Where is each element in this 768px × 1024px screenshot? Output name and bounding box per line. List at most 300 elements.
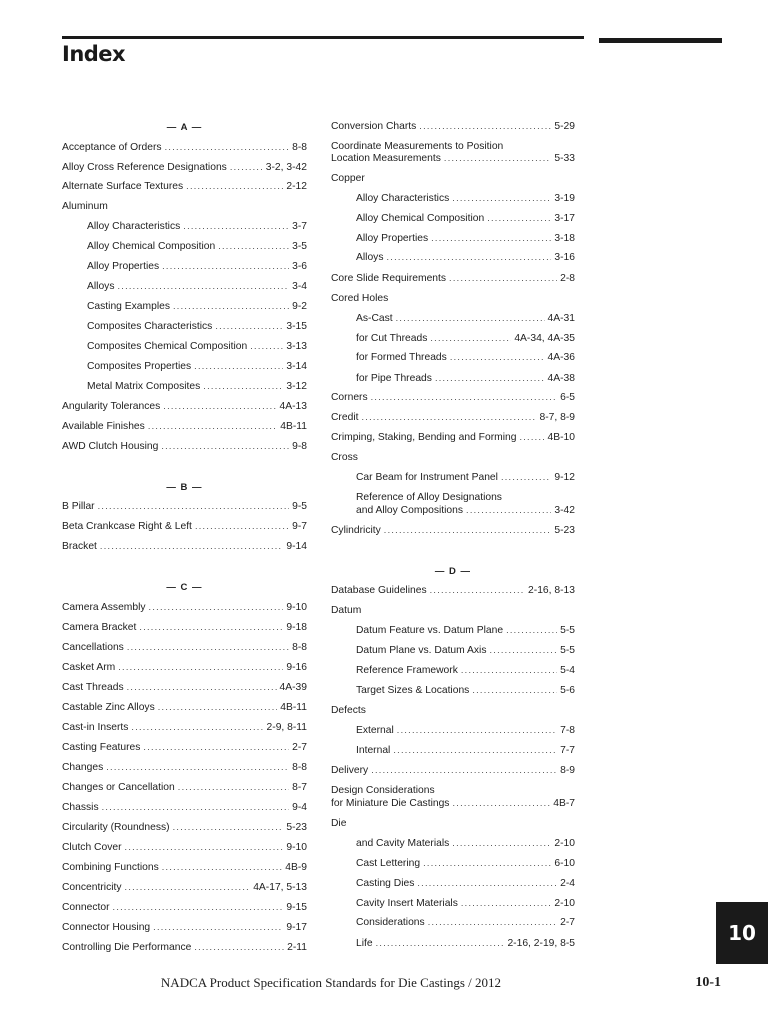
entry-page-ref: 3-13 xyxy=(286,341,307,352)
dot-leader xyxy=(153,921,283,934)
entry-label: Reference Framework xyxy=(356,665,458,676)
entry-page-ref: 9-14 xyxy=(286,541,307,552)
entry-page-ref: 5-5 xyxy=(560,625,575,636)
entry-page-ref: 6-5 xyxy=(560,392,575,403)
index-entry xyxy=(331,292,575,305)
entry-page-ref: 3-16 xyxy=(554,252,575,263)
entry-label: Coordinate Measurements to Position xyxy=(331,141,504,152)
entry-label: Castable Zinc Alloys xyxy=(62,702,155,713)
entry-page-ref: 3-15 xyxy=(286,321,307,332)
dot-leader xyxy=(430,584,525,597)
entry-page-ref: 4A-13 xyxy=(279,401,307,412)
index-subentry xyxy=(87,300,307,313)
dot-leader xyxy=(487,212,551,225)
dot-leader xyxy=(143,741,289,754)
index-subentry xyxy=(356,504,575,517)
index-subentry xyxy=(356,192,575,205)
index-entry xyxy=(331,120,575,133)
index-subentry xyxy=(356,644,575,657)
index-entry xyxy=(62,420,307,433)
entry-page-ref: 4B-7 xyxy=(553,798,575,809)
index-entry xyxy=(62,821,307,834)
index-subentry xyxy=(87,280,307,293)
index-entry xyxy=(331,817,575,830)
entry-label: Aluminum xyxy=(62,201,108,212)
entry-page-ref: 2-9, 8-11 xyxy=(266,722,307,733)
entry-label: Corners xyxy=(331,392,368,403)
entry-label: Datum Plane vs. Datum Axis xyxy=(356,645,487,656)
entry-label: Chassis xyxy=(62,802,99,813)
entry-label: Clutch Cover xyxy=(62,842,122,853)
entry-label: AWD Clutch Housing xyxy=(62,441,159,452)
entry-label: Delivery xyxy=(331,765,369,776)
entry-page-ref: 4A-34, 4A-35 xyxy=(514,333,575,344)
index-subentry xyxy=(87,240,307,253)
index-subentry xyxy=(87,360,307,373)
entry-label: Location Measurements xyxy=(331,153,441,164)
entry-label: Acceptance of Orders xyxy=(62,142,162,153)
index-entry xyxy=(62,540,307,553)
entry-label: Defects xyxy=(331,705,366,716)
entry-label: Cavity Insert Materials xyxy=(356,898,458,909)
dot-leader xyxy=(98,500,289,513)
entry-label: Cast Threads xyxy=(62,682,124,693)
entry-page-ref: 8-8 xyxy=(292,642,307,653)
entry-page-ref: 4A-17, 5-13 xyxy=(253,882,307,893)
index-entry xyxy=(62,901,307,914)
entry-page-ref: 5-6 xyxy=(560,685,575,696)
dot-leader xyxy=(450,351,545,364)
entry-page-ref: 2-16, 2-19, 8-5 xyxy=(507,938,575,949)
section-heading: — A — xyxy=(166,122,203,133)
entry-label: Composites Properties xyxy=(87,361,192,372)
entry-page-ref: 2-7 xyxy=(292,742,307,753)
dot-leader xyxy=(452,837,551,850)
dot-leader xyxy=(472,684,557,697)
entry-page-ref: 2-4 xyxy=(560,878,575,889)
dot-leader xyxy=(419,120,551,133)
dot-leader xyxy=(396,312,545,325)
index-entry xyxy=(62,921,307,934)
entry-label: for Miniature Die Castings xyxy=(331,798,450,809)
index-entry xyxy=(331,764,575,777)
index-entry xyxy=(62,601,307,614)
entry-page-ref: 2-7 xyxy=(560,917,575,928)
dot-leader xyxy=(393,744,557,757)
entry-label: Die xyxy=(331,818,347,829)
entry-label: Connector xyxy=(62,902,110,913)
entry-page-ref: 3-14 xyxy=(286,361,307,372)
section-heading: — B — xyxy=(166,482,203,493)
entry-label: Casting Features xyxy=(62,742,141,753)
index-entry xyxy=(331,797,575,810)
entry-label: and Cavity Materials xyxy=(356,838,450,849)
entry-page-ref: 7-7 xyxy=(560,745,575,756)
dot-leader xyxy=(125,881,251,894)
dot-leader xyxy=(430,332,511,345)
entry-label: Core Slide Requirements xyxy=(331,273,447,284)
index-entry xyxy=(331,784,575,797)
index-subentry xyxy=(87,320,307,333)
index-subentry xyxy=(356,937,575,950)
dot-leader xyxy=(139,621,283,634)
entry-label: Alloy Chemical Composition xyxy=(356,213,485,224)
dot-leader xyxy=(230,161,263,174)
entry-page-ref: 9-12 xyxy=(554,472,575,483)
dot-leader xyxy=(361,411,536,424)
dot-leader xyxy=(423,857,551,870)
entry-page-ref: 4A-38 xyxy=(547,373,575,384)
entry-page-ref: 5-33 xyxy=(554,153,575,164)
entry-page-ref: 3-17 xyxy=(554,213,575,224)
dot-leader xyxy=(178,781,289,794)
dot-leader xyxy=(461,897,552,910)
entry-page-ref: 7-8 xyxy=(560,725,575,736)
index-entry xyxy=(331,391,575,404)
dot-leader xyxy=(163,400,276,413)
index-subentry xyxy=(356,312,575,325)
dot-leader xyxy=(113,901,284,914)
entry-page-ref: 6-10 xyxy=(554,858,575,869)
index-subentry xyxy=(356,624,575,637)
index-entry xyxy=(62,200,307,213)
index-entry xyxy=(62,500,307,513)
entry-label: Alloy Properties xyxy=(356,233,429,244)
index-entry xyxy=(62,520,307,533)
index-subentry xyxy=(356,491,575,504)
entry-label: Design Considerations xyxy=(331,785,435,796)
index-entry xyxy=(62,861,307,874)
entry-label: Angularity Tolerances xyxy=(62,401,161,412)
dot-leader xyxy=(376,937,505,950)
entry-label: Alloy Chemical Composition xyxy=(87,241,216,252)
entry-page-ref: 8-8 xyxy=(292,142,307,153)
index-subentry xyxy=(356,351,575,364)
entry-page-ref: 2-10 xyxy=(554,838,575,849)
dot-leader xyxy=(250,340,283,353)
entry-page-ref: 9-5 xyxy=(292,501,307,512)
entry-label: Alloy Properties xyxy=(87,261,160,272)
dot-leader xyxy=(125,841,284,854)
entry-page-ref: 4B-9 xyxy=(285,862,307,873)
index-entry xyxy=(62,741,307,754)
entry-label: Changes or Cancellation xyxy=(62,782,175,793)
index-entry xyxy=(62,721,307,734)
index-entry xyxy=(62,621,307,634)
entry-label: Datum xyxy=(331,605,362,616)
entry-page-ref: 3-2, 3-42 xyxy=(265,162,307,173)
index-subentry xyxy=(356,664,575,677)
entry-label: Connector Housing xyxy=(62,922,151,933)
entry-label: Alloy Characteristics xyxy=(87,221,181,232)
entry-label: Reference of Alloy Designations xyxy=(356,492,502,503)
dot-leader xyxy=(131,721,263,734)
dot-leader xyxy=(435,372,545,385)
index-entry xyxy=(62,841,307,854)
entry-page-ref: 3-5 xyxy=(292,241,307,252)
index-entry xyxy=(331,451,575,464)
entry-label: Datum Feature vs. Datum Plane xyxy=(356,625,504,636)
index-subentry xyxy=(87,220,307,233)
dot-leader xyxy=(466,504,551,517)
entry-label: Crimping, Staking, Bending and Forming xyxy=(331,432,517,443)
index-entry xyxy=(331,431,575,444)
section-heading: — C — xyxy=(166,582,203,593)
entry-label: Casket Arm xyxy=(62,662,116,673)
dot-leader xyxy=(194,360,283,373)
index-entry xyxy=(331,411,575,424)
index-subentry xyxy=(87,340,307,353)
entry-label: Alloy Characteristics xyxy=(356,193,450,204)
dot-leader xyxy=(218,240,289,253)
index-entry xyxy=(331,172,575,185)
entry-page-ref: 5-4 xyxy=(560,665,575,676)
dot-leader xyxy=(431,232,551,245)
entry-label: Alloy Cross Reference Designations xyxy=(62,162,227,173)
entry-page-ref: 5-29 xyxy=(554,121,575,132)
entry-label: Cross xyxy=(331,452,358,463)
entry-label: Cylindricity xyxy=(331,525,381,536)
entry-page-ref: 2-8 xyxy=(560,273,575,284)
entry-label: Copper xyxy=(331,173,365,184)
index-entry xyxy=(62,180,307,193)
dot-leader xyxy=(449,272,557,285)
entry-label: Target Sizes & Locations xyxy=(356,685,470,696)
index-entry xyxy=(62,141,307,154)
index-subentry xyxy=(87,380,307,393)
index-subentry xyxy=(356,684,575,697)
index-subentry xyxy=(356,744,575,757)
entry-page-ref: 2-12 xyxy=(286,181,307,192)
dot-leader xyxy=(118,661,283,674)
index-entry xyxy=(62,161,307,174)
entry-page-ref: 3-42 xyxy=(554,505,575,516)
index-subentry xyxy=(356,857,575,870)
index-entry xyxy=(62,681,307,694)
index-entry xyxy=(62,801,307,814)
dot-leader xyxy=(162,260,289,273)
entry-page-ref: 9-4 xyxy=(292,802,307,813)
index-entry xyxy=(331,272,575,285)
entry-page-ref: 9-16 xyxy=(286,662,307,673)
dot-leader xyxy=(444,152,551,165)
entry-label: and Alloy Compositions xyxy=(356,505,464,516)
entry-page-ref: 3-19 xyxy=(554,193,575,204)
dot-leader xyxy=(452,797,550,810)
index-entry xyxy=(62,661,307,674)
entry-label: Cast-in Inserts xyxy=(62,722,129,733)
dot-leader xyxy=(386,251,551,264)
entry-label: Cored Holes xyxy=(331,293,389,304)
dot-leader xyxy=(127,681,277,694)
entry-page-ref: 4B-10 xyxy=(547,432,575,443)
entry-label: Camera Bracket xyxy=(62,622,137,633)
dot-leader xyxy=(158,701,278,714)
dot-leader xyxy=(100,540,283,553)
entry-label: Alternate Surface Textures xyxy=(62,181,184,192)
entry-label: Cancellations xyxy=(62,642,124,653)
index-entry xyxy=(62,641,307,654)
entry-page-ref: 3-18 xyxy=(554,233,575,244)
index-entry xyxy=(62,761,307,774)
entry-page-ref: 9-18 xyxy=(286,622,307,633)
index-entry xyxy=(331,604,575,617)
index-subentry xyxy=(356,916,575,929)
dot-leader xyxy=(519,431,544,444)
index-subentry xyxy=(356,724,575,737)
entry-page-ref: 2-16, 8-13 xyxy=(528,585,575,596)
page-number: 10-1 xyxy=(695,975,721,990)
entry-page-ref: 5-23 xyxy=(286,822,307,833)
dot-leader xyxy=(162,861,283,874)
index-subentry xyxy=(356,837,575,850)
dot-leader xyxy=(148,420,277,433)
dot-leader xyxy=(127,641,289,654)
entry-label: Database Guidelines xyxy=(331,585,427,596)
dot-leader xyxy=(452,192,551,205)
index-entry xyxy=(331,584,575,597)
entry-label: Alloys xyxy=(356,252,384,263)
dot-leader xyxy=(384,524,552,537)
entry-page-ref: 9-10 xyxy=(286,842,307,853)
index-subentry xyxy=(356,332,575,345)
index-subentry xyxy=(356,232,575,245)
entry-label: Metal Matrix Composites xyxy=(87,381,201,392)
index-subentry xyxy=(356,471,575,484)
entry-label: Casting Examples xyxy=(87,301,170,312)
entry-page-ref: 4B-11 xyxy=(280,421,307,432)
entry-page-ref: 9-2 xyxy=(292,301,307,312)
entry-page-ref: 4B-11 xyxy=(280,702,307,713)
dot-leader xyxy=(173,821,284,834)
entry-label: Circularity (Roundness) xyxy=(62,822,170,833)
entry-page-ref: 5-23 xyxy=(554,525,575,536)
entry-label: Controlling Die Performance xyxy=(62,942,192,953)
entry-page-ref: 3-4 xyxy=(292,281,307,292)
dot-leader xyxy=(117,280,289,293)
entry-label: External xyxy=(356,725,394,736)
entry-label: Alloys xyxy=(87,281,115,292)
entry-page-ref: 3-12 xyxy=(286,381,307,392)
index-entry xyxy=(62,781,307,794)
entry-label: Composites Characteristics xyxy=(87,321,213,332)
entry-page-ref: 4A-31 xyxy=(547,313,575,324)
dot-leader xyxy=(501,471,551,484)
dot-leader xyxy=(371,764,557,777)
index-subentry xyxy=(356,877,575,890)
entry-label: Car Beam for Instrument Panel xyxy=(356,472,498,483)
dot-leader xyxy=(371,391,557,404)
entry-page-ref: 9-17 xyxy=(286,922,307,933)
entry-label: Available Finishes xyxy=(62,421,145,432)
entry-page-ref: 5-5 xyxy=(560,645,575,656)
entry-label: Concentricity xyxy=(62,882,122,893)
dot-leader xyxy=(417,877,557,890)
index-entry xyxy=(331,152,575,165)
entry-label: Casting Dies xyxy=(356,878,415,889)
dot-leader xyxy=(161,440,289,453)
entry-label: Internal xyxy=(356,745,391,756)
entry-label: B Pillar xyxy=(62,501,95,512)
entry-page-ref: 8-9 xyxy=(560,765,575,776)
entry-page-ref: 9-7 xyxy=(292,521,307,532)
index-entry xyxy=(331,704,575,717)
dot-leader xyxy=(194,941,284,954)
section-heading: — D — xyxy=(434,566,472,577)
dot-leader xyxy=(489,644,557,657)
entry-label: Composites Chemical Composition xyxy=(87,341,248,352)
index-entry xyxy=(62,881,307,894)
header-rule xyxy=(62,36,584,39)
index-subentry xyxy=(356,897,575,910)
entry-label: Camera Assembly xyxy=(62,602,146,613)
index-subentry xyxy=(356,372,575,385)
dot-leader xyxy=(106,761,289,774)
entry-label: Credit xyxy=(331,412,359,423)
dot-leader xyxy=(203,380,283,393)
index-entry xyxy=(62,701,307,714)
entry-label: As-Cast xyxy=(356,313,393,324)
entry-page-ref: 4A-39 xyxy=(279,682,307,693)
dot-leader xyxy=(165,141,290,154)
entry-page-ref: 9-15 xyxy=(286,902,307,913)
footer-title: NADCA Product Specification Standards for Die Castings / 2012 xyxy=(160,975,502,990)
entry-label: Considerations xyxy=(356,917,425,928)
entry-page-ref: 9-10 xyxy=(286,602,307,613)
entry-label: Conversion Charts xyxy=(331,121,417,132)
dot-leader xyxy=(397,724,557,737)
dot-leader xyxy=(215,320,283,333)
entry-label: for Pipe Threads xyxy=(356,373,432,384)
index-entry xyxy=(62,400,307,413)
dot-leader xyxy=(186,180,283,193)
entry-label: Beta Crankcase Right & Left xyxy=(62,521,192,532)
dot-leader xyxy=(173,300,289,313)
dot-leader xyxy=(428,916,557,929)
entry-page-ref: 8-7 xyxy=(292,782,307,793)
entry-page-ref: 2-11 xyxy=(287,942,307,953)
entry-label: for Cut Threads xyxy=(356,333,428,344)
entry-page-ref: 2-10 xyxy=(554,898,575,909)
dot-leader xyxy=(102,801,289,814)
entry-label: Combining Functions xyxy=(62,862,159,873)
dot-leader xyxy=(183,220,289,233)
header-side-rule xyxy=(599,38,722,43)
dot-leader xyxy=(461,664,557,677)
index-subentry xyxy=(356,212,575,225)
dot-leader xyxy=(195,520,289,533)
entry-page-ref: 8-8 xyxy=(292,762,307,773)
entry-page-ref: 8-7, 8-9 xyxy=(539,412,575,423)
entry-label: for Formed Threads xyxy=(356,352,447,363)
index-subentry xyxy=(87,260,307,273)
chapter-tab: 10 xyxy=(716,902,768,964)
entry-label: Cast Lettering xyxy=(356,858,421,869)
entry-page-ref: 9-8 xyxy=(292,441,307,452)
entry-label: Life xyxy=(356,938,373,949)
dot-leader xyxy=(506,624,557,637)
entry-label: Changes xyxy=(62,762,104,773)
index-entry xyxy=(62,941,307,954)
index-entry xyxy=(331,524,575,537)
index-entry xyxy=(62,440,307,453)
entry-page-ref: 3-6 xyxy=(292,261,307,272)
index-subentry xyxy=(356,251,575,264)
entry-label: Bracket xyxy=(62,541,97,552)
entry-page-ref: 4A-36 xyxy=(547,352,575,363)
page-title: Index xyxy=(62,42,126,66)
entry-page-ref: 3-7 xyxy=(292,221,307,232)
